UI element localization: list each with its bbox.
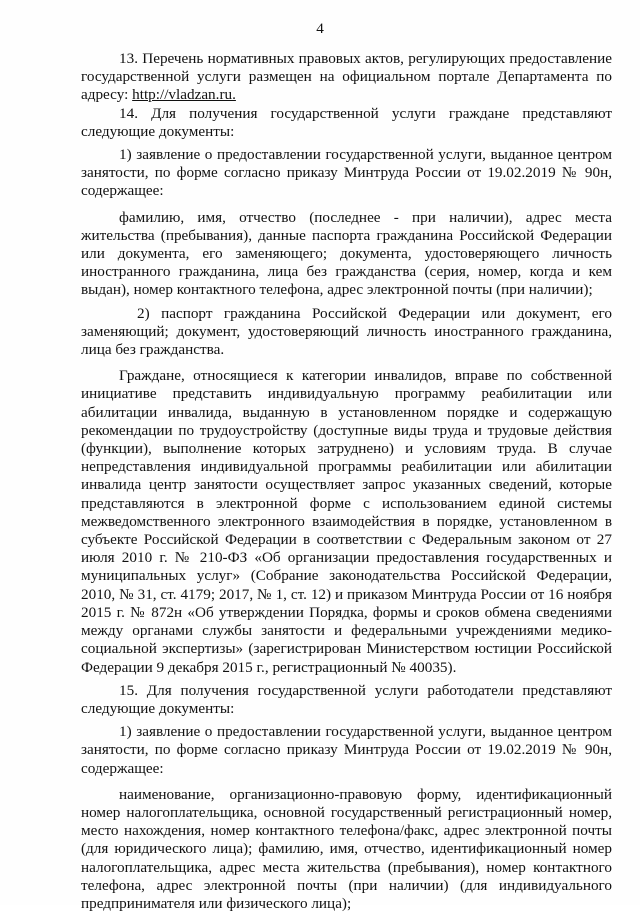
- paragraph-14-disabled-persons: Граждане, относящиеся к категории инвалидов, вправе по собственной инициативе представить индивидуальную программу реабилитации или абилитации инвалида, выданную в установленном порядке и содержащую рекомендации по трудоустройству (доступные виды труда и трудовые действия (функции), выполнение которых затруднено) и условиям труда. В случае непредставления индивидуальной программы реабилитации или абилитации инвалида центр занятости осуществляет запрос указанных сведений, которые представляются в электронной форме с использованием единой системы межведомственного электронного взаимодействия в порядке, установленном в субъекте Российской Федерации в соответствии с Федеральным законом от 27 июля 2010 г. № 210-ФЗ «Об организации предоставления государственных и муниципальных услуг» (Собрание законодательства Российской Федерации, 2010, № 31, ст. 4179; 2017, № 1, ст. 12) и приказом Минтруда России от 16 ноября 2015 г. № 872н «Об утверждении Порядка, формы и сроков обмена сведениями между органами службы занятости и федеральными учреждениями медико-социальной экспертизы» (зарегистрирован Министерством юстиции Российской Федерации 9 декабря 2015 г., регистрационный № 40035).: [81, 367, 612, 676]
- document-body: [81, 50, 612, 913]
- paragraph-14: 14. Для получения государственной услуги граждане представляют следующие документы:: [81, 104, 612, 140]
- paragraph-15-item-1: 1) заявление о предоставлении государственной услуги, выданное центром занятости, по форме согласно приказу Минтруда России от 19.02.2019 № 90н, содержащее:: [81, 723, 612, 777]
- paragraph-14-item-1-contents: фамилию, имя, отчество (последнее - при наличии), адрес места жительства (пребывания), данные паспорта гражданина Российской Федерации или документа, его заменяющего; документа, удостоверяющего личность иностранного гражданина, лица без гражданства (серия, номер, когда и кем выдан), номер контактного телефона, адрес электронной почты (при наличии);: [81, 208, 612, 299]
- paragraph-15: 15. Для получения государственной услуги работодатели представляют следующие документы:: [81, 681, 612, 717]
- portal-link[interactable]: http://vladzan.ru.: [132, 86, 236, 104]
- paragraph-15-item-1-contents: наименование, организационно-правовую форму, идентификационный номер налогоплательщика, основной государственный регистрационный номер, место нахождения, номер контактного телефона/факс, адрес электронной почты (для юридического лица); фамилию, имя, отчество, идентификационный номер налогоплательщика, адрес места жительства (пребывания), номер контактного телефона, адрес электронной почты (при наличии) (для индивидуального предпринимателя или физического лица);: [81, 785, 612, 912]
- page-number: 4: [316, 20, 324, 37]
- paragraph-13-text: 13. Перечень нормативных правовых актов, регулирующих предоставление государственной услуги размещен на официальном портале Департамента по адресу:: [81, 50, 612, 104]
- paragraph-14-item-1: 1) заявление о предоставлении государственной услуги, выданное центром занятости, по форме согласно приказу Минтруда России от 19.02.2019 № 90н, содержащее:: [81, 146, 612, 200]
- paragraph-14-item-2: 2) паспорт гражданина Российской Федерации или документ, его заменяющий; документ, удостоверяющий личность иностранного гражданина, лица без гражданства.: [81, 304, 612, 359]
- paragraph-13: [81, 50, 612, 105]
